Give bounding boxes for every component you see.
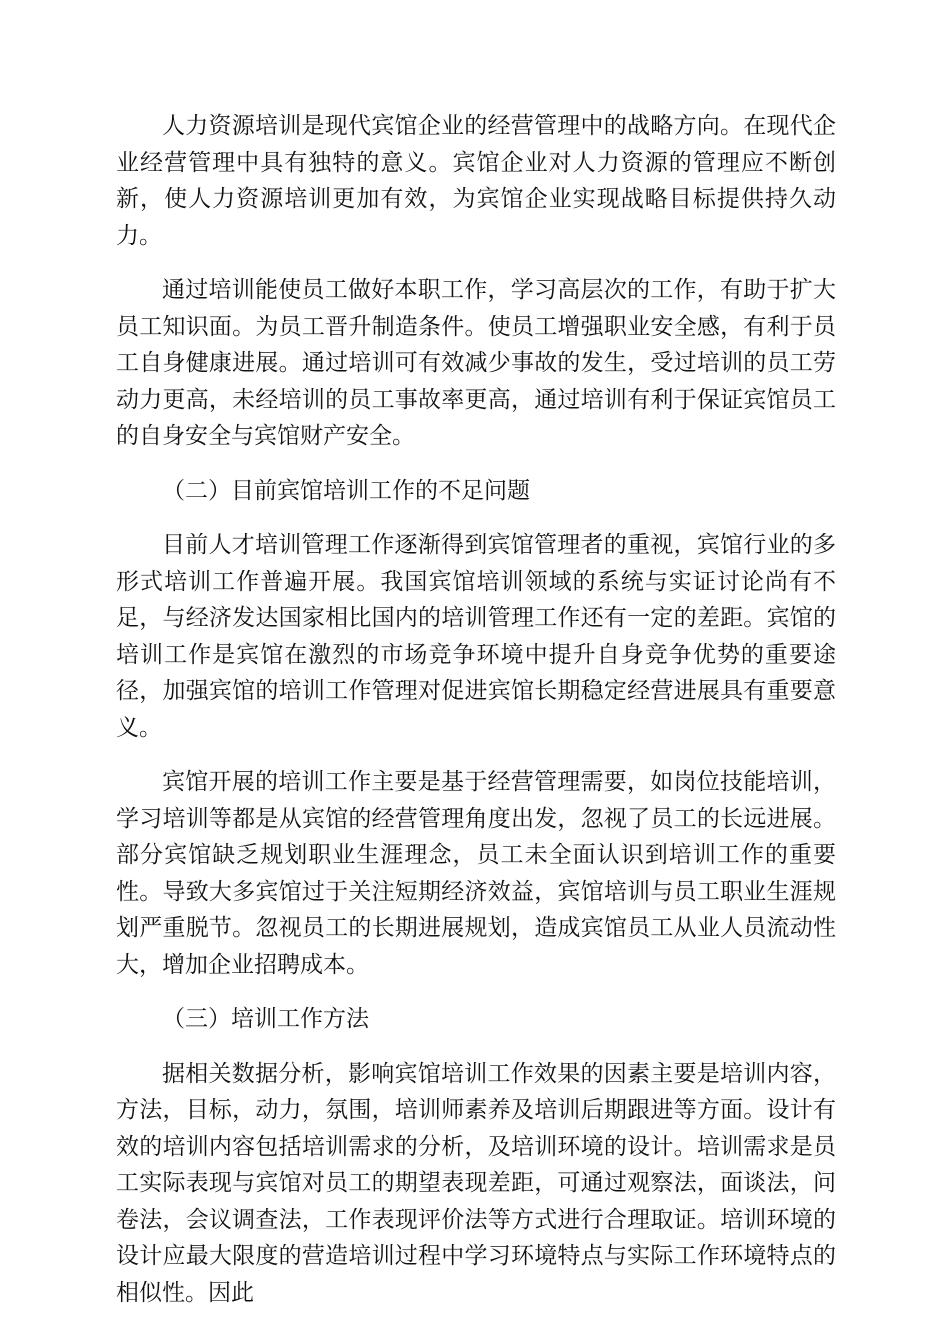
section-heading-3: （三）培训工作方法 [162,1006,369,1032]
paragraph-4: 宾馆开展的培训工作主要是基于经营管理需要，如岗位技能培训，学习培训等都是从宾馆的经营管理角度出发，忽视了员工的长远进展。部分宾馆缺乏规划职业生涯理念，员工未全面认识到培训工作的重要性。导致大多宾馆过于关注短期经济效益，宾馆培训与员工职业生涯规划严重脱节。忽视员工的长期进展规划，造成宾馆员工从业人员流动性大，增加企业招聘成本。 [116,769,836,978]
document-body [116,108,836,1329]
paragraph-2: 通过培训能使员工做好本职工作，学习高层次的工作，有助于扩大员工知识面。为员工晋升制造条件。使员工增强职业安全感，有利于员工自身健康进展。通过培训可有效减少事故的发生，受过培训的员工劳动力更高，未经培训的员工事故率更高，通过培训有利于保证宾馆员工的自身安全与宾馆财产安全。 [116,277,836,449]
paragraph-3: 目前人才培训管理工作逐渐得到宾馆管理者的重视，宾馆行业的多形式培训工作普遍开展。我国宾馆培训领域的系统与实证讨论尚有不足，与经济发达国家相比国内的培训管理工作还有一定的差距。宾馆的培训工作是宾馆在激烈的市场竞争环境中提升自身竞争优势的重要途径，加强宾馆的培训工作管理对促进宾馆长期稳定经营进展具有重要意义。 [116,532,836,741]
paragraph-1: 人力资源培训是现代宾馆企业的经营管理中的战略方向。在现代企业经营管理中具有独特的意义。宾馆企业对人力资源的管理应不断创新，使人力资源培训更加有效，为宾馆企业实现战略目标提供持久动力。 [116,113,836,249]
paragraph-5: 据相关数据分析，影响宾馆培训工作效果的因素主要是培训内容，方法，目标，动力，氛围，培训师素养及培训后期跟进等方面。设计有效的培训内容包括培训需求的分析，及培训环境的设计。培训需求是员工实际表现与宾馆对员工的期望表现差距，可通过观察法，面谈法，问卷法，会议调查法，工作表现评价法等方式进行合理取证。培训环境的设计应最大限度的营造培训过程中学习环境特点与实际工作环境特点的相似性。因此 [116,1060,836,1306]
section-heading-2: （二）目前宾馆培训工作的不足问题 [162,477,530,504]
